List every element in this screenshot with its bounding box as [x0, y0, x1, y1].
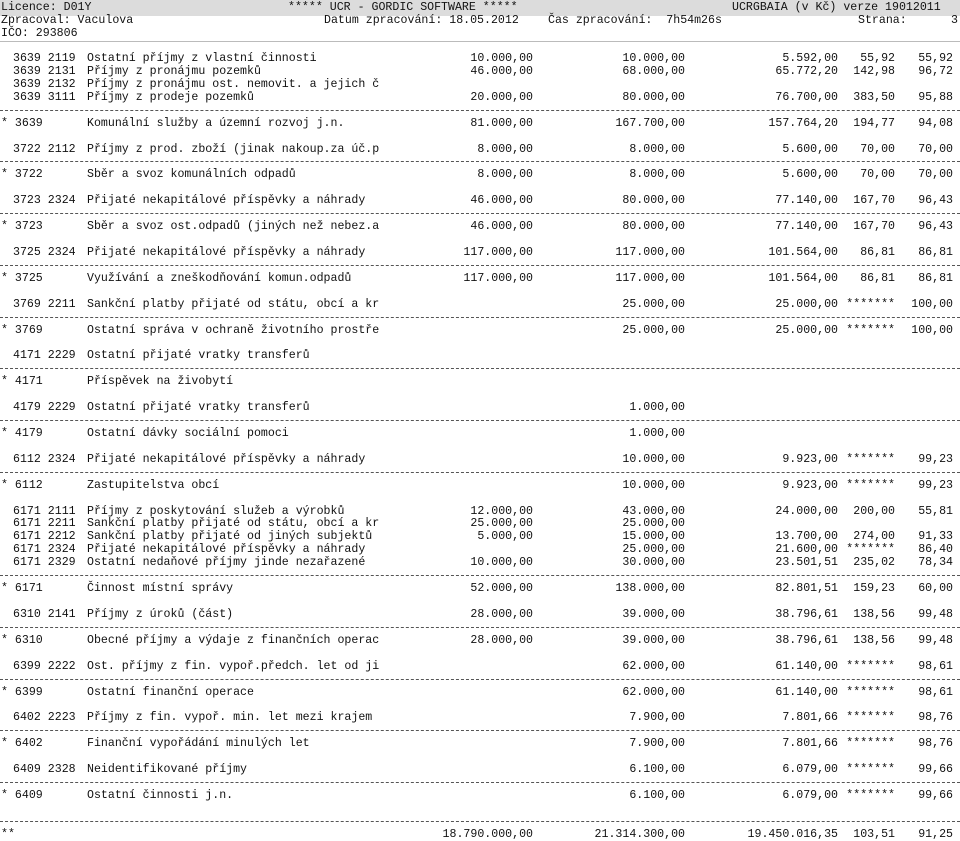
table-row-c5: 99,48: [918, 607, 953, 621]
subtotal-row-c2: 62.000,00: [622, 685, 685, 699]
subtotal-row-c2: 117.000,00: [615, 271, 685, 285]
ico-label: IČO: 293806: [1, 27, 78, 40]
table-row-label: Příjmy z pronájmu ost. nemovit. a jejich č: [87, 77, 380, 91]
table-row-code: 3725 2324: [13, 245, 76, 259]
table-row-c3: 65.772,20: [775, 64, 838, 78]
table-row-c2: 117.000,00: [615, 245, 685, 259]
table-row-label: Přijaté nekapitálové příspěvky a náhrady: [87, 543, 366, 557]
page-label: Strana:: [858, 14, 907, 27]
table-row-code: 6171 2211: [13, 517, 76, 531]
table-row-c3: 9.923,00: [782, 452, 838, 466]
subtotal-row-c3: 157.764,20: [768, 116, 838, 130]
row-separator: [0, 110, 960, 111]
subtotal-row-label: Využívání a zneškodňování komun.odpadů: [87, 271, 352, 285]
subtotal-row-c3: 82.801,51: [775, 582, 838, 596]
subtotal-row-c3: 38.796,61: [775, 633, 838, 647]
table-row-c5: 86,40: [918, 543, 953, 557]
table-row-code: 4171 2229: [13, 349, 76, 363]
table-row-code: 3769 2211: [13, 297, 76, 311]
subtotal-row-c3: 9.923,00: [782, 478, 838, 492]
subtotal-row-c1: 46.000,00: [470, 220, 533, 234]
table-row-c2: 25.000,00: [622, 517, 685, 531]
subtotal-row-label: Sběr a svoz ost.odpadů (jiných než nebez.a: [87, 220, 380, 234]
subtotal-row-c3: 61.140,00: [775, 685, 838, 699]
table-row-c4: *******: [846, 659, 895, 673]
table-row-c5: 96,72: [918, 64, 953, 78]
subtotal-row-c4: *******: [846, 685, 895, 699]
licence-label: Licence: D01Y: [1, 1, 92, 14]
table-row-label: Příjmy z poskytování služeb a výrobků: [87, 504, 345, 518]
table-row-c4: 55,92: [860, 52, 895, 65]
table-row-c1: 12.000,00: [470, 504, 533, 518]
subtotal-row-c2: 167.700,00: [615, 116, 685, 130]
table-row-c5: 70,00: [918, 142, 953, 156]
table-row-c2: 80.000,00: [622, 90, 685, 104]
subtotal-row-c2: 25.000,00: [622, 323, 685, 337]
row-separator: [0, 472, 960, 473]
subtotal-row-c2: 8.000,00: [629, 168, 685, 182]
table-row-c1: 46.000,00: [470, 64, 533, 78]
subtotal-row-c3: 101.564,00: [768, 271, 838, 285]
subtotal-row-c3: 77.140,00: [775, 220, 838, 234]
subtotal-row-c5: 98,61: [918, 685, 953, 699]
table-row-c3: 76.700,00: [775, 90, 838, 104]
subtotal-row-c5: 98,76: [918, 737, 953, 751]
table-row-c2: 39.000,00: [622, 607, 685, 621]
table-row-code: 6171 2324: [13, 543, 76, 557]
table-row-code: 3723 2324: [13, 194, 76, 208]
table-row-label: Sankční platby přijaté od jiných subjektů: [87, 530, 373, 544]
subtotal-row-label: Činnost místní správy: [87, 582, 234, 596]
table-row-label: Sankční platby přijaté od státu, obcí a kr: [87, 517, 380, 531]
subtotal-row-code: * 3725: [1, 271, 43, 285]
table-row-code: 6171 2329: [13, 556, 76, 570]
table-row-c1: 25.000,00: [470, 517, 533, 531]
subtotal-row-code: * 4179: [1, 426, 43, 440]
table-row-c3: 24.000,00: [775, 504, 838, 518]
subtotal-row-c5: 94,08: [918, 116, 953, 130]
table-row-c1: 117.000,00: [463, 245, 533, 259]
table-row-c2: 30.000,00: [622, 556, 685, 570]
row-separator: [0, 730, 960, 731]
subtotal-row-code: * 6409: [1, 789, 43, 802]
table-row-label: Ostatní nedaňové příjmy jinde nezařazené: [87, 556, 366, 570]
subtotal-row-c2: 1.000,00: [629, 426, 685, 440]
table-row-label: Příjmy z pronájmu pozemků: [87, 64, 261, 78]
table-row-c1: 10.000,00: [470, 556, 533, 570]
subtotal-row-c4: 194,77: [853, 116, 895, 130]
table-row-code: 3639 2131: [13, 64, 76, 78]
subtotal-row-c4: *******: [846, 737, 895, 751]
subtotal-row-c2: 6.100,00: [629, 789, 685, 802]
subtotal-row-c1: 28.000,00: [470, 633, 533, 647]
table-row-c5: 95,88: [918, 90, 953, 104]
row-separator: [0, 368, 960, 369]
subtotal-row-c1: 52.000,00: [470, 582, 533, 596]
table-row-c3: 13.700,00: [775, 530, 838, 544]
table-row-label: Přijaté nekapitálové příspěvky a náhrady: [87, 452, 366, 466]
table-row-code: 6409 2328: [13, 763, 76, 777]
table-row-c5: 55,81: [918, 504, 953, 518]
table-row-code: 3639 2132: [13, 77, 76, 91]
subtotal-row-label: Ostatní dávky sociální pomoci: [87, 426, 289, 440]
table-row-c4: *******: [846, 763, 895, 777]
table-row-c2: 25.000,00: [622, 543, 685, 557]
report-code: UCRGBAIA (v Kč) verze 19012011: [732, 1, 941, 14]
table-row-c3: 38.796,61: [775, 607, 838, 621]
table-row-c4: *******: [846, 452, 895, 466]
row-separator: [0, 679, 960, 680]
table-row-c5: 100,00: [911, 297, 953, 311]
table-row-c4: *******: [846, 297, 895, 311]
subtotal-row-c5: 86,81: [918, 271, 953, 285]
grand-total-row-c5: 91,25: [918, 827, 953, 841]
table-row-c1: 46.000,00: [470, 194, 533, 208]
grand-total-row-c3: 19.450.016,35: [747, 827, 838, 841]
subtotal-row-label: Komunální služby a územní rozvoj j.n.: [87, 116, 345, 130]
table-row-c3: 23.501,51: [775, 556, 838, 570]
subtotal-row-code: * 6112: [1, 478, 43, 492]
table-row-c5: 78,34: [918, 556, 953, 570]
grand-total-row-c1: 18.790.000,00: [442, 827, 533, 841]
table-row-label: Příjmy z fin. vypoř. min. let mezi krajem: [87, 711, 373, 725]
subtotal-row-code: * 6171: [1, 582, 43, 596]
table-row-c3: 21.600,00: [775, 543, 838, 557]
table-row-c5: 91,33: [918, 530, 953, 544]
subtotal-row-c5: 96,43: [918, 220, 953, 234]
table-row-c4: *******: [846, 711, 895, 725]
table-row-c4: 383,50: [853, 90, 895, 104]
table-row-c4: 200,00: [853, 504, 895, 518]
subtotal-row-c3: 7.801,66: [782, 737, 838, 751]
subtotal-row-c1: 81.000,00: [470, 116, 533, 130]
table-row-c5: 99,66: [918, 763, 953, 777]
subtotal-row-label: Zastupitelstva obcí: [87, 478, 220, 492]
subtotal-row-c4: *******: [846, 478, 895, 492]
table-row-c2: 8.000,00: [629, 142, 685, 156]
table-row-c4: 142,98: [853, 64, 895, 78]
subtotal-row-c2: 7.900,00: [629, 737, 685, 751]
table-row-c5: 98,61: [918, 659, 953, 673]
subtotal-row-code: * 6310: [1, 633, 43, 647]
table-row-c2: 6.100,00: [629, 763, 685, 777]
subtotal-row-c1: 117.000,00: [463, 271, 533, 285]
subtotal-row-label: Sběr a svoz komunálních odpadů: [87, 168, 296, 182]
row-separator: [0, 782, 960, 783]
subtotal-row-c5: 99,23: [918, 478, 953, 492]
processed-by: Zpracoval: Vaculova: [1, 14, 134, 27]
table-row-code: 6171 2212: [13, 530, 76, 544]
table-row-c3: 101.564,00: [768, 245, 838, 259]
table-row-code: 6112 2324: [13, 452, 76, 466]
page-number: 3: [951, 14, 958, 27]
table-row-c2: 62.000,00: [622, 659, 685, 673]
table-row-c2: 1.000,00: [629, 401, 685, 415]
subtotal-row-code: * 4171: [1, 375, 43, 389]
table-row-c3: 77.140,00: [775, 194, 838, 208]
subtotal-row-c4: *******: [846, 789, 895, 802]
row-separator: [0, 265, 960, 266]
table-row-code: 6399 2222: [13, 659, 76, 673]
table-row-c2: 43.000,00: [622, 504, 685, 518]
table-row-code: 6402 2223: [13, 711, 76, 725]
table-row-label: Příjmy z úroků (část): [87, 607, 234, 621]
subtotal-row-c1: 8.000,00: [477, 168, 533, 182]
table-row-c2: 10.000,00: [622, 52, 685, 65]
table-row-label: Neidentifikované příjmy: [87, 763, 248, 777]
table-row-label: Ostatní přijaté vratky transferů: [87, 349, 310, 363]
subtotal-row-label: Ostatní správa v ochraně životního prostře: [87, 323, 380, 337]
row-separator: [0, 420, 960, 421]
row-separator: [0, 821, 960, 822]
table-row-code: 3639 2119: [13, 52, 76, 65]
subtotal-row-c4: 70,00: [860, 168, 895, 182]
table-row-c3: 61.140,00: [775, 659, 838, 673]
table-row-c4: 235,02: [853, 556, 895, 570]
table-row-c3: 7.801,66: [782, 711, 838, 725]
subtotal-row-code: * 6399: [1, 685, 43, 699]
table-row-label: Přijaté nekapitálové příspěvky a náhrady: [87, 194, 366, 208]
subtotal-row-c2: 39.000,00: [622, 633, 685, 647]
table-row-c5: 98,76: [918, 711, 953, 725]
row-separator: [0, 627, 960, 628]
subtotal-row-c4: 167,70: [853, 220, 895, 234]
row-separator: [0, 317, 960, 318]
table-row-c1: 20.000,00: [470, 90, 533, 104]
subtotal-row-label: Příspěvek na živobytí: [87, 375, 234, 389]
row-separator: [0, 161, 960, 162]
table-row-c1: 10.000,00: [470, 52, 533, 65]
header-rule: [0, 41, 960, 42]
table-row-c4: 138,56: [853, 607, 895, 621]
subtotal-row-label: Ostatní finanční operace: [87, 685, 254, 699]
product-label: ***** UCR - GORDIC SOFTWARE *****: [288, 1, 518, 14]
subtotal-row-code: * 3769: [1, 323, 43, 337]
table-row-c2: 15.000,00: [622, 530, 685, 544]
row-separator: [0, 575, 960, 576]
table-row-c2: 25.000,00: [622, 297, 685, 311]
subtotal-row-label: Obecné příjmy a výdaje z finančních operac: [87, 633, 380, 647]
processing-date: Datum zpracování: 18.05.2012: [324, 14, 519, 27]
table-row-c2: 80.000,00: [622, 194, 685, 208]
table-row-c1: 8.000,00: [477, 142, 533, 156]
grand-total-row-c2: 21.314.300,00: [594, 827, 685, 841]
table-row-c3: 6.079,00: [782, 763, 838, 777]
subtotal-row-c4: 86,81: [860, 271, 895, 285]
table-row-label: Ostatní příjmy z vlastní činnosti: [87, 52, 317, 65]
subtotal-row-c3: 25.000,00: [775, 323, 838, 337]
table-row-c4: 70,00: [860, 142, 895, 156]
table-row-c5: 55,92: [918, 52, 953, 65]
subtotal-row-c4: 159,23: [853, 582, 895, 596]
grand-total-row-code: **: [1, 827, 15, 841]
subtotal-row-c5: 99,66: [918, 789, 953, 802]
table-row-c3: 25.000,00: [775, 297, 838, 311]
table-row-c3: 5.600,00: [782, 142, 838, 156]
subtotal-row-c2: 80.000,00: [622, 220, 685, 234]
subtotal-row-c3: 6.079,00: [782, 789, 838, 802]
table-row-label: Přijaté nekapitálové příspěvky a náhrady: [87, 245, 366, 259]
table-row-c4: 167,70: [853, 194, 895, 208]
subtotal-row-c2: 10.000,00: [622, 478, 685, 492]
subtotal-row-code: * 3639: [1, 116, 43, 130]
table-row-c2: 7.900,00: [629, 711, 685, 725]
table-row-label: Ost. příjmy z fin. vypoř.předch. let od ji: [87, 659, 380, 673]
subtotal-row-c3: 5.600,00: [782, 168, 838, 182]
table-row-c2: 68.000,00: [622, 64, 685, 78]
table-row-code: 3722 2112: [13, 142, 76, 156]
table-row-label: Příjmy z prodeje pozemků: [87, 90, 254, 104]
table-row-c1: 28.000,00: [470, 607, 533, 621]
table-row-code: 4179 2229: [13, 401, 76, 415]
subtotal-row-c5: 100,00: [911, 323, 953, 337]
row-separator: [0, 213, 960, 214]
subtotal-row-code: * 3723: [1, 220, 43, 234]
table-row-label: Ostatní přijaté vratky transferů: [87, 401, 310, 415]
subtotal-row-c4: *******: [846, 323, 895, 337]
table-row-label: Příjmy z prod. zboží (jinak nakoup.za úč.p: [87, 142, 380, 156]
subtotal-row-c5: 99,48: [918, 633, 953, 647]
subtotal-row-code: * 6402: [1, 737, 43, 751]
table-row-c5: 96,43: [918, 194, 953, 208]
table-row-c1: 5.000,00: [477, 530, 533, 544]
table-row-c4: 86,81: [860, 245, 895, 259]
table-row-code: 6171 2111: [13, 504, 76, 518]
table-row-c4: *******: [846, 543, 895, 557]
table-row-c5: 99,23: [918, 452, 953, 466]
subtotal-row-code: * 3722: [1, 168, 43, 182]
processing-time: Čas zpracování: 7h54m26s: [548, 14, 722, 27]
subtotal-row-c5: 70,00: [918, 168, 953, 182]
table-row-c3: 5.592,00: [782, 52, 838, 65]
subtotal-row-c5: 60,00: [918, 582, 953, 596]
subtotal-row-c4: 138,56: [853, 633, 895, 647]
grand-total-row-c4: 103,51: [853, 827, 895, 841]
table-row-c2: 10.000,00: [622, 452, 685, 466]
table-row-c4: 274,00: [853, 530, 895, 544]
subtotal-row-label: Finanční vypořádání minulých let: [87, 737, 310, 751]
table-row-code: 6310 2141: [13, 607, 76, 621]
subtotal-row-c2: 138.000,00: [615, 582, 685, 596]
table-row-code: 3639 3111: [13, 90, 76, 104]
subtotal-row-label: Ostatní činnosti j.n.: [87, 789, 234, 802]
table-row-label: Sankční platby přijaté od státu, obcí a kr: [87, 297, 380, 311]
table-row-c5: 86,81: [918, 245, 953, 259]
